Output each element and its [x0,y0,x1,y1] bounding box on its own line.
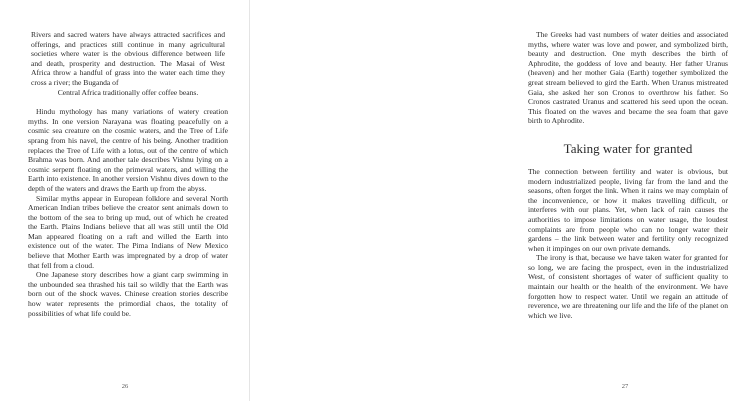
paragraph-irony: The irony is that, because we have taken water for granted for so long, we are facing the prospect, even in the industrialized West, of consistent shortages of water of sufficient quality to maintain our health or the health of the environment. We have forgotten how to respect water. Until we regain an attitude of reverence, we are threatening our life and the life of the planet on which we live. [528,253,728,320]
sacrifice-quote [31,30,225,97]
paragraph-european: Similar myths appear in European folklore and several North American Indian tribes believe the creator sent animals down to the bottom of the sea to bring up mud, out of which he created the Earth. Plains Indians believe that all was still until the Old Man appeared floating on a raft and willed the Earth into existence out of the water. The Pima Indians of New Mexico believe that Mother Earth was impregnated by a drop of water that fell from a cloud. [28,193,228,270]
page-number-left: 26 [121,383,129,390]
section-heading: Taking water for granted [563,140,693,156]
left-page [0,0,250,401]
paragraph-japanese: One Japanese story describes how a giant carp swimming in the unbounded sea thrashed his tail so wildly that the Earth was born out of the shock waves. Chinese creation stories describe how water represents the primordial chaos, the totality of possibilities of what life could be. [28,270,228,318]
right-text-column [528,30,728,320]
paragraph-greek: The Greeks had vast numbers of water deities and associated myths, where water was love and power, and symbolized birth, beauty and destruction. One myth describes the birth of Aphrodite, the goddess of love and beauty. Her father Uranus (heaven) and her mother Gaia (Earth) together symbolized the great stream believed to gird the Earth. When Uranus mistreated Gaia, she asked her son Cronos to overthrow his father. So Cronos castrated Uranus and scattered his seed upon the ocean. This floated on the waves and became the sea foam that gave birth to Aphrodite. [528,30,728,126]
right-page [250,0,728,401]
quote-last-line: Central Africa traditionally offer coffee beans. [57,87,199,97]
paragraph-fertility: The connection between fertility and water is obvious, but modern industrialized people, living far from the land and the seasons, often forget the link. When it rains we may complain of the inconvenience, or how it makes travelling difficult, or interferes with our plans. Yet, when lack of rain causes the authorities to impose limitations on water usage, the loudest complaints are from people who can no longer water their gardens – the link between water and fertility only recognized when it impinges on our own private demands. [528,166,728,253]
left-text-column [28,30,228,318]
quote-body: Rivers and sacred waters have always attracted sacrifices and offerings, and practices still continue in many agricultural societies where water is the obvious difference between life and death, prosperity and destruction. The Masai of West Africa throw a handful of grass into the water each time they cross a river; the Buganda of [31,30,225,87]
paragraph-hindu: Hindu mythology has many variations of watery creation myths. In one version Narayana was floating peacefully on a cosmic sea creature on the cosmic waters, and the Tree of Life sprang from his navel, the centre of his being. Another tradition replaces the Tree of Life with a lotus, out of the centre of which Brahma was born. And another tale describes Vishnu lying on a cosmic serpent floating on the primeval waters, and willing the Earth into existence. In another version Vishnu dives down to the depth of the waters and draws the Earth up from the abyss. [28,107,228,193]
page-number-right: 27 [621,383,629,390]
